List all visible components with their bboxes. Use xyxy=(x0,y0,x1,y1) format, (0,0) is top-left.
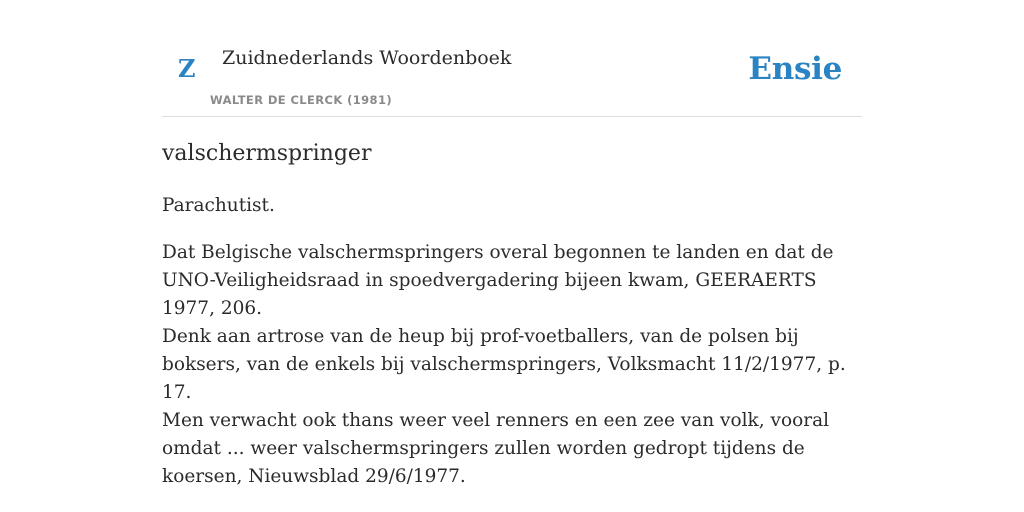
entry-definition: Parachutist. xyxy=(162,195,275,216)
usage-quote: Dat Belgische valschermspringers overal begonnen te landen en dat de UNO-Veiligheidsraad in spoedvergadering bijeen kwam, GEERAERTS 1977, 206. xyxy=(162,242,834,319)
book-logo-letter[interactable]: Z xyxy=(178,54,196,83)
page xyxy=(162,0,862,512)
book-title-link[interactable]: Zuidnederlands Woordenboek xyxy=(222,47,512,69)
ensie-logo-link[interactable]: Ensie xyxy=(748,51,842,87)
usage-quote: Men verwacht ook thans weer veel renners en een zee van volk, vooral omdat ... weer valschermspringers zullen worden gedropt tijdens de koersen, Nieuwsblad 29/6/1977. xyxy=(162,410,830,487)
entry-headword: valschermspringer xyxy=(162,141,372,166)
usage-quote: Denk aan artrose van de heup bij prof-voetballers, van de polsen bij boksers, van de enkels bij valschermspringers, Volksmacht 11/2/1977, p. 17. xyxy=(162,326,846,403)
book-author: WALTER DE CLERCK (1981) xyxy=(210,93,393,107)
book-header xyxy=(162,0,862,117)
